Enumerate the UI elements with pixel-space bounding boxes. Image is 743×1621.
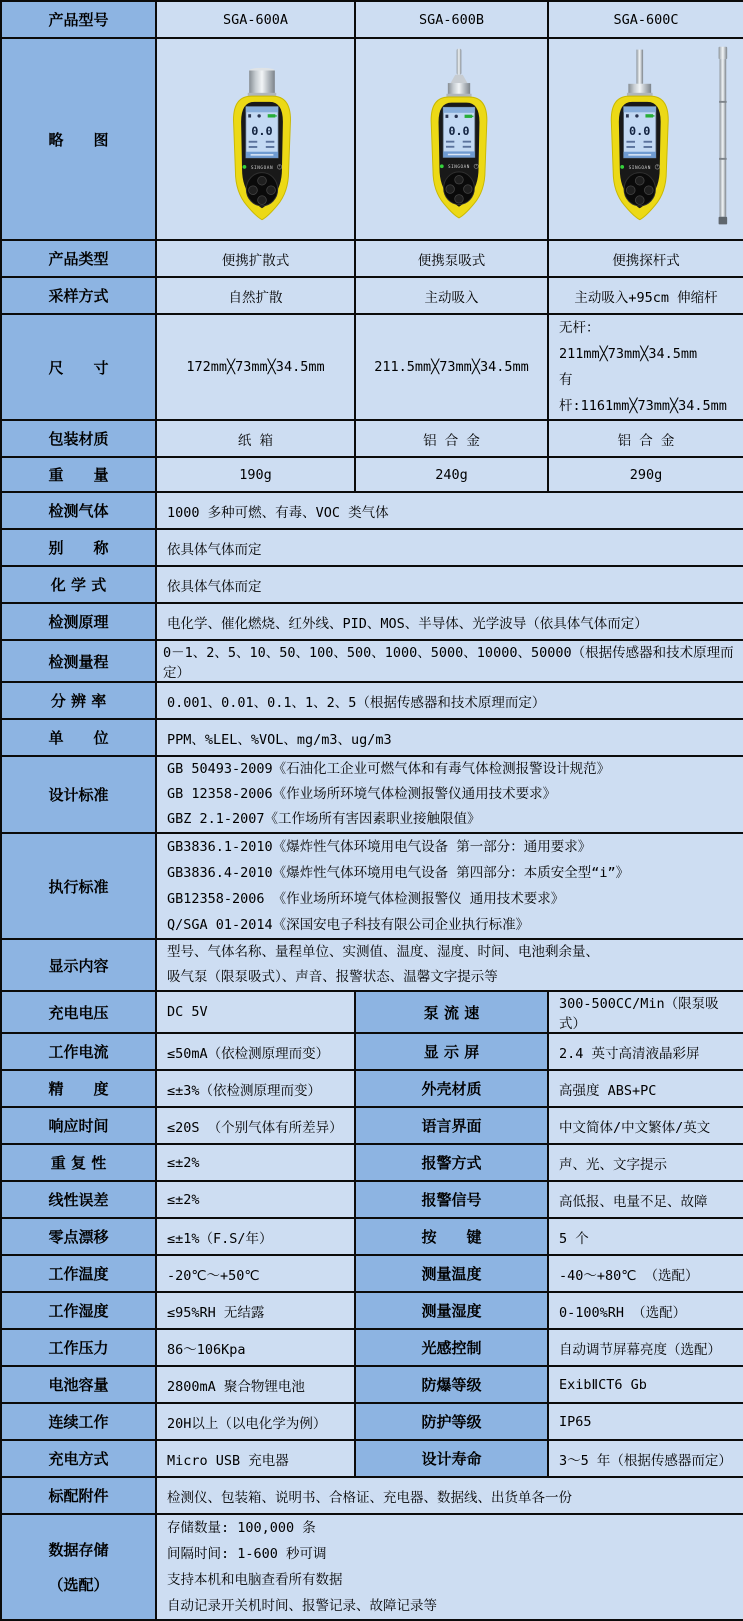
table-row bbox=[1, 1181, 743, 1218]
label-packaging: 包装材质 bbox=[1, 420, 156, 457]
label-protection-grade: 防护等级 bbox=[355, 1403, 548, 1440]
table-row bbox=[1, 939, 743, 991]
value-working-humidity: ≤95%RH 无结露 bbox=[156, 1292, 355, 1329]
label-continuous-working: 连续工作 bbox=[1, 1403, 156, 1440]
product-image-sga-600b bbox=[355, 38, 548, 240]
brand-text: SINGOAN bbox=[250, 165, 274, 171]
table-row bbox=[1, 1033, 743, 1070]
table-row bbox=[1, 492, 743, 529]
execution-standard-line-4: Q/SGA 01-2014《深国安电子科技有限公司企业执行标准》 bbox=[167, 917, 530, 933]
label-sketch: 略 图 bbox=[1, 38, 156, 240]
storage-line-3: 支持本机和电脑查看所有数据 bbox=[167, 1572, 343, 1588]
value-charging-method: Micro USB 充电器 bbox=[156, 1440, 355, 1477]
value-data-storage bbox=[156, 1514, 743, 1620]
table-row bbox=[1, 1255, 743, 1292]
value-detection-principle: 电化学、催化燃烧、红外线、PID、MOS、半导体、光学波导（依具体气体而定） bbox=[156, 603, 743, 640]
label-execution-standard: 执行标准 bbox=[1, 833, 156, 939]
value-display-content bbox=[156, 939, 743, 991]
label-explosion-proof-grade: 防爆等级 bbox=[355, 1366, 548, 1403]
value-chemical-formula: 依具体气体而定 bbox=[156, 566, 743, 603]
table-row bbox=[1, 38, 743, 240]
table-row bbox=[1, 529, 743, 566]
design-standard-line-2: GB 12358-2006《作业场所环境气体检测报警仪通用技术要求》 bbox=[167, 786, 557, 802]
table-row bbox=[1, 314, 743, 420]
value-shell-material: 高强度 ABS+PC bbox=[548, 1070, 743, 1107]
table-row bbox=[1, 1070, 743, 1107]
model-name-sga-600a: SGA-600A bbox=[156, 1, 355, 38]
design-standard-line-3: GBZ 2.1-2007《工作场所有害因素职业接触限值》 bbox=[167, 811, 481, 827]
label-chemical-formula: 化 学 式 bbox=[1, 566, 156, 603]
execution-standard-line-1: GB3836.1-2010《爆炸性气体环境用电气设备 第一部分：通用要求》 bbox=[167, 839, 592, 855]
label-detection-range: 检测量程 bbox=[1, 640, 156, 682]
value-packaging-a: 纸 箱 bbox=[156, 420, 355, 457]
value-explosion-proof-grade: ExibⅡCT6 Gb bbox=[548, 1366, 743, 1403]
label-shell-material: 外壳材质 bbox=[355, 1070, 548, 1107]
label-design-life: 设计寿命 bbox=[355, 1440, 548, 1477]
label-resolution: 分 辨 率 bbox=[1, 682, 156, 719]
label-alarm-signal: 报警信号 bbox=[355, 1181, 548, 1218]
value-working-temperature: -20℃～+50℃ bbox=[156, 1255, 355, 1292]
value-packaging-c: 铝 合 金 bbox=[548, 420, 743, 457]
value-working-pressure: 86～106Kpa bbox=[156, 1329, 355, 1366]
label-language-ui: 语言界面 bbox=[355, 1107, 548, 1144]
label-alarm-mode: 报警方式 bbox=[355, 1144, 548, 1181]
value-protection-grade: IP65 bbox=[548, 1403, 743, 1440]
table-row bbox=[1, 991, 743, 1033]
value-target-gas: 1000 多种可燃、有毒、VOC 类气体 bbox=[156, 492, 743, 529]
value-dimensions-c-with-rod: 有杆:1161mm╳73mm╳34.5mm bbox=[559, 372, 727, 414]
label-measure-temperature: 测量温度 bbox=[355, 1255, 548, 1292]
value-accuracy: ≤±3%（依检测原理而变） bbox=[156, 1070, 355, 1107]
table-row bbox=[1, 1292, 743, 1329]
label-charging-voltage: 充电电压 bbox=[1, 991, 156, 1033]
value-sampling-c: 主动吸入+95cm 伸缩杆 bbox=[548, 277, 743, 314]
screen-reading: 0.0 bbox=[448, 124, 470, 139]
execution-standard-line-2: GB3836.4-2010《爆炸性气体环境用电气设备 第四部分：本质安全型“i”》 bbox=[167, 865, 630, 881]
label-weight: 重 量 bbox=[1, 457, 156, 492]
product-image-sga-600a bbox=[156, 38, 355, 240]
value-detection-range: 0－1、2、5、10、50、100、500、1000、5000、10000、50000（根据传感器和技术原理而定） bbox=[156, 640, 743, 682]
detector-body bbox=[611, 50, 668, 220]
value-execution-standard bbox=[156, 833, 743, 939]
label-product-type: 产品类型 bbox=[1, 240, 156, 277]
table-row bbox=[1, 1107, 743, 1144]
value-product-type-a: 便携扩散式 bbox=[156, 240, 355, 277]
table-row bbox=[1, 1366, 743, 1403]
value-resolution: 0.001、0.01、0.1、1、2、5（根据传感器和技术原理而定） bbox=[156, 682, 743, 719]
value-alarm-mode: 声、光、文字提示 bbox=[548, 1144, 743, 1181]
table-row bbox=[1, 719, 743, 756]
table-row bbox=[1, 833, 743, 939]
gas-detector-pump-image bbox=[366, 39, 548, 235]
label-accuracy: 精 度 bbox=[1, 1070, 156, 1107]
label-working-pressure: 工作压力 bbox=[1, 1329, 156, 1366]
label-response-time: 响应时间 bbox=[1, 1107, 156, 1144]
value-language-ui: 中文简体/中文繁体/英文 bbox=[548, 1107, 743, 1144]
table-row bbox=[1, 1144, 743, 1181]
value-unit: PPM、%LEL、%VOL、mg/m3、ug/m3 bbox=[156, 719, 743, 756]
value-design-standard bbox=[156, 756, 743, 833]
model-name-sga-600b: SGA-600B bbox=[355, 1, 548, 38]
label-measure-humidity: 测量湿度 bbox=[355, 1292, 548, 1329]
label-pump-flow: 泵 流 速 bbox=[355, 991, 548, 1033]
label-display-content: 显示内容 bbox=[1, 939, 156, 991]
value-dimensions-c bbox=[548, 314, 743, 420]
value-measure-humidity: 0-100%RH （选配） bbox=[548, 1292, 743, 1329]
brand-text: SINGOAN bbox=[628, 165, 651, 171]
data-storage-label-line-1: 数据存储 bbox=[48, 1541, 109, 1559]
screen-reading: 0.0 bbox=[251, 124, 273, 139]
label-target-gas: 检测气体 bbox=[1, 492, 156, 529]
table-row bbox=[1, 240, 743, 277]
storage-line-4: 自动记录开关机时间、报警记录、故障记录等 bbox=[167, 1598, 437, 1614]
value-alarm-signal: 高低报、电量不足、故障 bbox=[548, 1181, 743, 1218]
value-response-time: ≤20S （个别气体有所差异） bbox=[156, 1107, 355, 1144]
table-row bbox=[1, 1, 743, 38]
value-product-type-b: 便携泵吸式 bbox=[355, 240, 548, 277]
label-dimensions: 尺 寸 bbox=[1, 314, 156, 420]
value-zero-drift: ≤±1%（F.S/年） bbox=[156, 1218, 355, 1255]
value-pump-flow: 300-500CC/Min（限泵吸式） bbox=[548, 991, 743, 1033]
table-row bbox=[1, 277, 743, 314]
product-image-sga-600c bbox=[548, 38, 743, 240]
label-product-model: 产品型号 bbox=[1, 1, 156, 38]
value-charging-voltage: DC 5V bbox=[156, 991, 355, 1033]
table-row bbox=[1, 640, 743, 682]
table-row bbox=[1, 1440, 743, 1477]
label-sampling-method: 采样方式 bbox=[1, 277, 156, 314]
label-display-screen: 显 示 屏 bbox=[355, 1033, 548, 1070]
label-design-standard: 设计标准 bbox=[1, 756, 156, 833]
value-packaging-b: 铝 合 金 bbox=[355, 420, 548, 457]
label-alias: 别 称 bbox=[1, 529, 156, 566]
value-repeatability: ≤±2% bbox=[156, 1144, 355, 1181]
value-display-screen: 2.4 英寸高清液晶彩屏 bbox=[548, 1033, 743, 1070]
storage-line-2: 间隔时间: 1-600 秒可调 bbox=[167, 1546, 327, 1562]
gas-detector-probe-image bbox=[559, 39, 743, 235]
table-row bbox=[1, 756, 743, 833]
label-charging-method: 充电方式 bbox=[1, 1440, 156, 1477]
gas-detector-diffusion-image bbox=[167, 39, 355, 235]
table-row bbox=[1, 1403, 743, 1440]
label-linearity-error: 线性误差 bbox=[1, 1181, 156, 1218]
display-content-line-2: 吸气泵（限泵吸式）、声音、报警状态、温馨文字提示等 bbox=[167, 969, 498, 985]
label-working-current: 工作电流 bbox=[1, 1033, 156, 1070]
label-light-control: 光感控制 bbox=[355, 1329, 548, 1366]
model-name-sga-600c: SGA-600C bbox=[548, 1, 743, 38]
label-repeatability: 重 复 性 bbox=[1, 1144, 156, 1181]
table-row bbox=[1, 420, 743, 457]
value-light-control: 自动调节屏幕亮度（选配） bbox=[548, 1329, 743, 1366]
value-sampling-a: 自然扩散 bbox=[156, 277, 355, 314]
value-accessories: 检测仪、包装箱、说明书、合格证、充电器、数据线、出货单各一份 bbox=[156, 1477, 743, 1514]
value-dimensions-a: 172mm╳73mm╳34.5mm bbox=[156, 314, 355, 420]
label-accessories: 标配附件 bbox=[1, 1477, 156, 1514]
label-battery-capacity: 电池容量 bbox=[1, 1366, 156, 1403]
value-product-type-c: 便携探杆式 bbox=[548, 240, 743, 277]
value-linearity-error: ≤±2% bbox=[156, 1181, 355, 1218]
value-buttons: 5 个 bbox=[548, 1218, 743, 1255]
label-unit: 单 位 bbox=[1, 719, 156, 756]
value-alias: 依具体气体而定 bbox=[156, 529, 743, 566]
value-measure-temperature: -40～+80℃ （选配） bbox=[548, 1255, 743, 1292]
value-dimensions-b: 211.5mm╳73mm╳34.5mm bbox=[355, 314, 548, 420]
table-row bbox=[1, 1218, 743, 1255]
brand-text: SINGOAN bbox=[448, 165, 470, 171]
label-working-temperature: 工作温度 bbox=[1, 1255, 156, 1292]
value-dimensions-c-no-rod: 无杆：211mm╳73mm╳34.5mm bbox=[559, 320, 698, 362]
value-continuous-working: 20H以上（以电化学为例） bbox=[156, 1403, 355, 1440]
screen-reading: 0.0 bbox=[629, 124, 651, 139]
value-sampling-b: 主动吸入 bbox=[355, 277, 548, 314]
table-row bbox=[1, 457, 743, 492]
table-row bbox=[1, 566, 743, 603]
design-standard-line-1: GB 50493-2009《石油化工企业可燃气体和有毒气体检测报警设计规范》 bbox=[167, 761, 611, 777]
value-weight-c: 290g bbox=[548, 457, 743, 492]
table-row bbox=[1, 1514, 743, 1620]
value-design-life: 3～5 年（根据传感器而定） bbox=[548, 1440, 743, 1477]
table-row bbox=[1, 1477, 743, 1514]
table-row bbox=[1, 682, 743, 719]
label-detection-principle: 检测原理 bbox=[1, 603, 156, 640]
telescopic-rod bbox=[719, 47, 728, 225]
value-working-current: ≤50mA（依检测原理而变） bbox=[156, 1033, 355, 1070]
value-weight-b: 240g bbox=[355, 457, 548, 492]
table-row bbox=[1, 603, 743, 640]
label-working-humidity: 工作湿度 bbox=[1, 1292, 156, 1329]
label-zero-drift: 零点漂移 bbox=[1, 1218, 156, 1255]
label-data-storage bbox=[1, 1514, 156, 1620]
table-row bbox=[1, 1329, 743, 1366]
display-content-line-1: 型号、气体名称、量程单位、实测值、温度、湿度、时间、电池剩余量、 bbox=[167, 944, 599, 960]
label-buttons: 按 键 bbox=[355, 1218, 548, 1255]
value-battery-capacity: 2800mA 聚合物锂电池 bbox=[156, 1366, 355, 1403]
execution-standard-line-3: GB12358-2006 《作业场所环境气体检测报警仪 通用技术要求》 bbox=[167, 891, 565, 907]
data-storage-label-line-2: （选配） bbox=[48, 1576, 109, 1594]
storage-line-1: 存储数量: 100,000 条 bbox=[167, 1520, 316, 1536]
value-weight-a: 190g bbox=[156, 457, 355, 492]
